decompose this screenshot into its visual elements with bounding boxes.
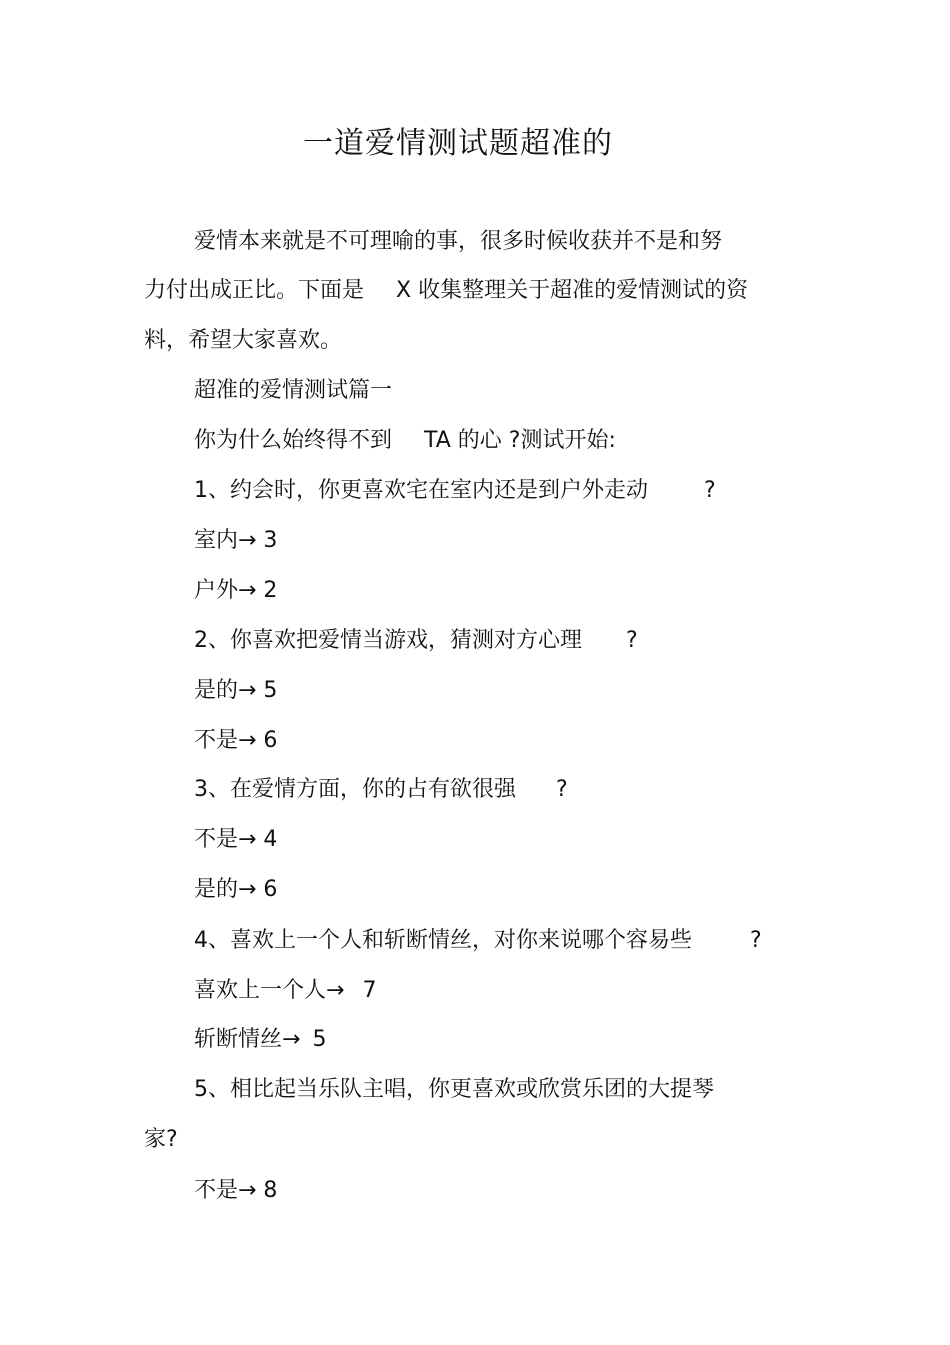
question-4-mark: ? [750,928,762,953]
section-heading: 超准的爱情测试篇一 [194,378,393,403]
question-2 [194,626,638,656]
question-4-option-2-label: 斩断情丝→ [194,1027,301,1052]
question-3-text: 3、在爱情方面，你的占有欲很强 [194,777,516,802]
intro-line-1: 爱情本来就是不可理喻的事，很多时候收获并不是和努 [194,229,723,254]
test-intro [194,426,616,456]
question-2-text: 2、你喜欢把爱情当游戏，猜测对方心理 [194,628,582,653]
question-4-option-1-label: 喜欢上一个人→ [194,978,345,1003]
test-intro-part-a: 你为什么始终得不到 [194,428,393,453]
intro-line-2-part-b: X 收集整理关于超准的爱情测试的资 [396,278,749,303]
question-1 [194,476,716,506]
question-5-line-1: 5、相比起当乐队主唱，你更喜欢或欣赏乐团的大提琴 [194,1077,714,1102]
test-intro-part-b: TA 的心 ?测试开始: [424,428,616,453]
question-4-text: 4、喜欢上一个人和斩断情丝，对你来说哪个容易些 [194,928,692,953]
question-3 [194,775,568,805]
intro-line-2-part-a: 力付出成正比。下面是 [144,278,365,303]
question-3-option-2: 是的→ 6 [194,877,278,902]
question-3-option-1: 不是→ 4 [194,827,278,852]
document-title: 一道爱情测试题超准的 [303,126,613,161]
question-2-mark: ? [626,628,638,653]
question-4 [194,926,762,956]
question-5-line-2: 家? [144,1127,178,1152]
question-1-option-1: 室内→ 3 [194,528,278,553]
question-4-option-1 [194,976,376,1006]
question-5-option-1: 不是→ 8 [194,1178,278,1203]
question-1-text: 1、约会时，你更喜欢宅在室内还是到户外走动 [194,478,648,503]
question-2-option-2: 不是→ 6 [194,728,278,753]
question-1-option-2: 户外→ 2 [194,578,278,603]
intro-line-3: 料，希望大家喜欢。 [144,328,343,353]
question-4-option-2 [194,1025,326,1055]
question-4-option-1-target: 7 [362,978,377,1003]
question-4-option-2-target: 5 [312,1027,327,1052]
question-2-option-1: 是的→ 5 [194,678,278,703]
question-3-mark: ? [556,777,568,802]
question-1-mark: ? [704,478,716,503]
intro-line-2 [144,276,748,306]
